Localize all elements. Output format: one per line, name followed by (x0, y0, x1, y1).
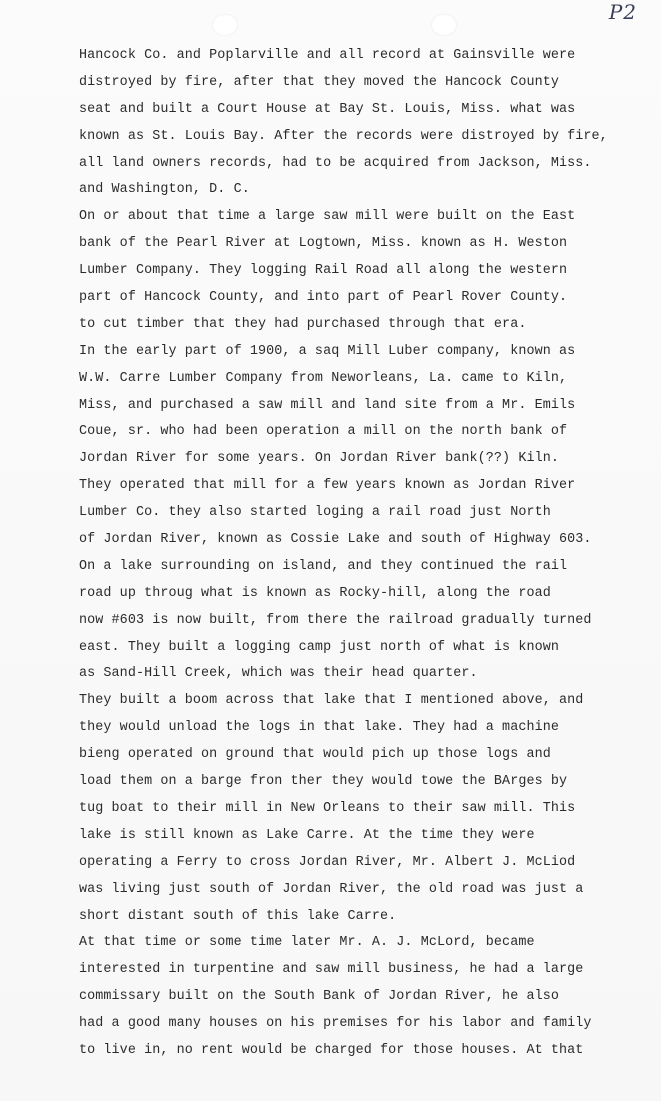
page-number-mark: P2 (608, 0, 637, 24)
text-line: east. They built a logging camp just north of what is known (79, 639, 560, 655)
text-line: road up throug what is known as Rocky-hill, along the road (79, 585, 551, 601)
text-line: On or about that time a large saw mill were built on the East (79, 209, 576, 225)
text-line: load them on a barge fron ther they would towe the BArges by (79, 774, 568, 790)
text-line: short distant south of this lake Carre. (79, 908, 397, 924)
text-line: tug boat to their mill in New Orleans to their saw mill. This (79, 800, 576, 816)
text-line: In the early part of 1900, a saq Mill Luber company, known as (79, 343, 576, 359)
text-line: distroyed by fire, after that they moved the Hancock County (79, 74, 560, 90)
text-line: W.W. Carre Lumber Company from Neworleans, La. came to Kiln, (79, 370, 568, 386)
text-line: of Jordan River, known as Cossie Lake and south of Highway 603. (79, 532, 592, 548)
text-line: At that time or some time later Mr. A. J. McLord, became (79, 935, 535, 951)
text-line: lake is still known as Lake Carre. At the time they were (79, 827, 535, 843)
text-line: interested in turpentine and saw mill business, he had a large (79, 962, 584, 978)
text-line: seat and built a Court House at Bay St. Louis, Miss. what was (79, 101, 576, 117)
text-line: as Sand-Hill Creek, which was their head quarter. (79, 666, 478, 682)
text-line: they would unload the logs in that lake. They had a machine (79, 720, 560, 736)
text-line: They operated that mill for a few years known as Jordan River (79, 478, 576, 494)
text-line: Hancock Co. and Poplarville and all record at Gainsville were (79, 48, 576, 63)
text-line: to live in, no rent would be charged for those houses. At that (79, 1042, 584, 1058)
text-line: now #603 is now built, from there the railroad gradually turned (79, 612, 592, 628)
text-line: Miss, and purchased a saw mill and land site from a Mr. Emils (79, 397, 576, 413)
text-line: known as St. Louis Bay. After the records were distroyed by fire, (79, 128, 608, 144)
text-line: They built a boom across that lake that I mentioned above, and (79, 693, 584, 709)
text-line: to cut timber that they had purchased through that era. (79, 316, 527, 332)
punch-hole-right (431, 14, 457, 36)
text-line: On a lake surrounding on island, and they continued the rail (79, 558, 568, 574)
text-line: and Washington, D. C. (79, 182, 250, 198)
text-line: bieng operated on ground that would pich up those logs and (79, 747, 551, 763)
text-line: was living just south of Jordan River, the old road was just a (79, 881, 584, 897)
text-line: Coue, sr. who had been operation a mill on the north bank of (79, 424, 568, 440)
text-line: bank of the Pearl River at Logtown, Miss. known as H. Weston (79, 236, 568, 252)
typed-body-text (79, 43, 639, 1065)
text-line: Lumber Company. They logging Rail Road all along the western (79, 263, 568, 279)
text-line: part of Hancock County, and into part of Pearl Rover County. (79, 290, 568, 306)
text-line: Jordan River for some years. On Jordan River bank(??) Kiln. (79, 451, 560, 467)
text-line: Lumber Co. they also started loging a rail road just North (79, 505, 551, 521)
text-line: all land owners records, had to be acquired from Jackson, Miss. (79, 155, 592, 171)
text-line: commissary built on the South Bank of Jordan River, he also (79, 989, 560, 1005)
text-line: had a good many houses on his premises for his labor and family (79, 1016, 592, 1032)
text-line: operating a Ferry to cross Jordan River, Mr. Albert J. McLiod (79, 854, 576, 870)
punch-hole-left (212, 14, 238, 36)
